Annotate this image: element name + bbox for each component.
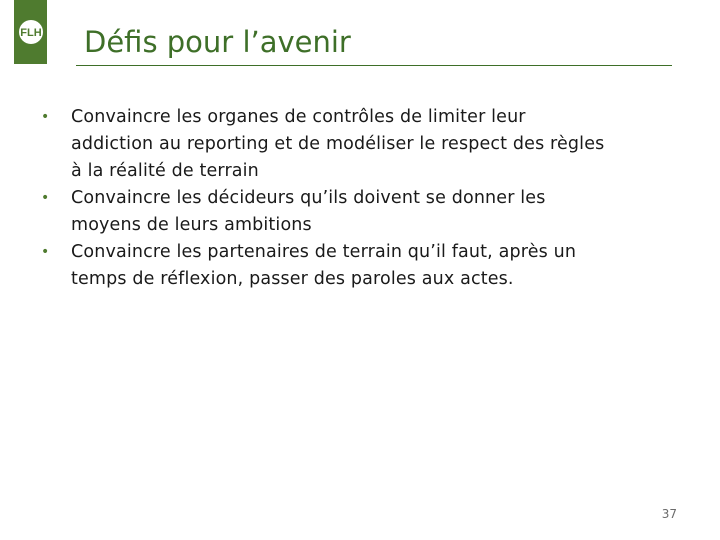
bullet-item-2 xyxy=(40,185,690,239)
bullet-list xyxy=(40,104,690,293)
logo xyxy=(14,0,47,64)
bullet-line: temps de réflexion, passer des paroles aux actes. xyxy=(71,269,514,289)
title-divider xyxy=(76,65,672,66)
bullet-line: Convaincre les organes de contrôles de limiter leur xyxy=(71,107,526,127)
bullet-marker: • xyxy=(41,244,50,260)
bullet-line: à la réalité de terrain xyxy=(71,161,259,181)
bullet-line: addiction au reporting et de modéliser le respect des règles xyxy=(71,134,605,154)
page-number: 37 xyxy=(661,507,677,521)
slide-title: Défis pour l’avenir xyxy=(84,25,351,59)
bullet-marker: • xyxy=(41,109,50,125)
bullet-line: Convaincre les partenaires de terrain qu’il faut, après un xyxy=(71,242,577,262)
logo-text: FLH xyxy=(19,27,42,39)
bullet-item-3 xyxy=(40,239,690,293)
bullet-line: moyens de leurs ambitions xyxy=(71,215,312,235)
bullet-marker: • xyxy=(41,190,50,206)
bullet-line: Convaincre les décideurs qu’ils doivent se donner les xyxy=(71,188,546,208)
bullet-item-1 xyxy=(40,104,690,185)
flh-logo-icon xyxy=(18,19,44,45)
